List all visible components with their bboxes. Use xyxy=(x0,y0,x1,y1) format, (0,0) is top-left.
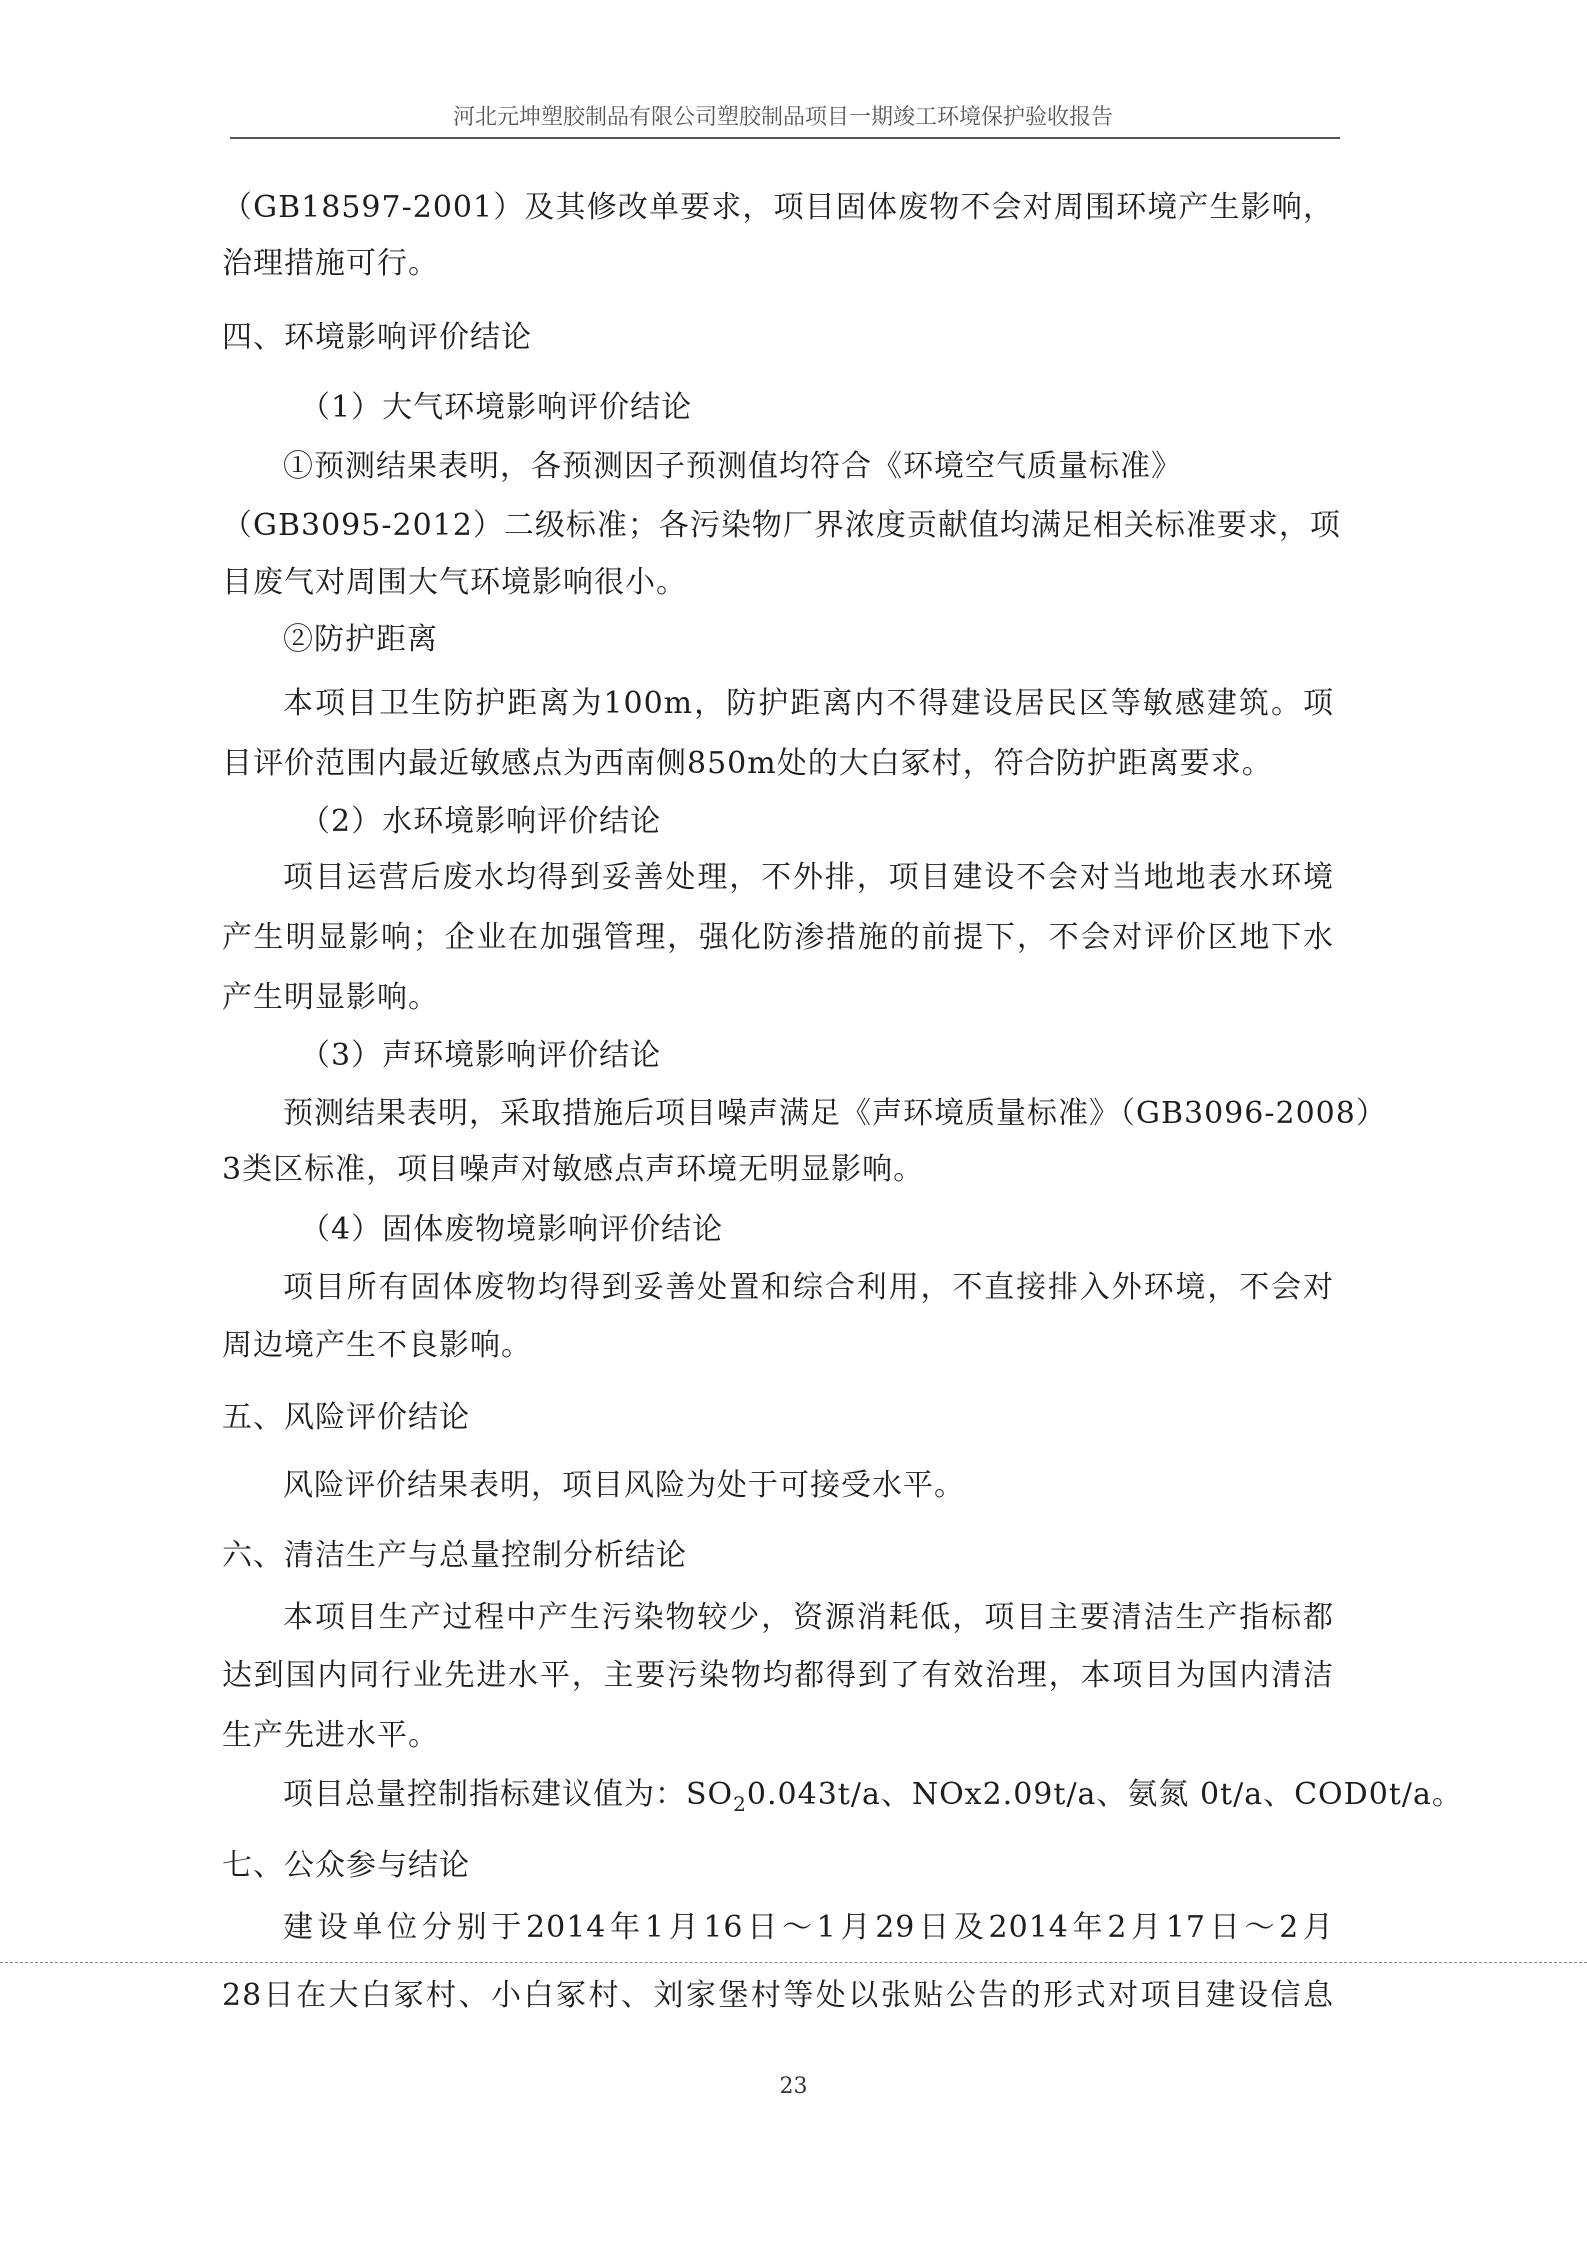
total-control-subscript: 2 xyxy=(733,1792,747,1816)
body-line: 生产先进水平。 xyxy=(222,1718,439,1753)
total-control-line xyxy=(283,1775,1463,1815)
subsection-heading: （3）声环境影响评价结论 xyxy=(300,1038,662,1073)
header-divider xyxy=(230,137,1340,139)
body-line: 目废气对周围大气环境影响很小。 xyxy=(222,565,687,600)
subsection-heading: ②防护距离 xyxy=(283,622,438,657)
body-line: 预测结果表明，采取措施后项目噪声满足《声环境质量标准》（GB3096-2008） xyxy=(283,1096,1387,1131)
section-heading: 六、清洁生产与总量控制分析结论 xyxy=(222,1538,687,1573)
body-line: ①预测结果表明，各预测因子预测值均符合《环境空气质量标准》 xyxy=(283,449,1182,484)
page-number: 23 xyxy=(779,2074,808,2099)
body-line: 本项目卫生防护距离为100m，防护距离内不得建设居民区等敏感建筑。项 xyxy=(283,686,1334,721)
body-line: 产生明显影响。 xyxy=(222,980,439,1015)
body-line: 治理措施可行。 xyxy=(222,246,439,281)
scan-divider xyxy=(0,1962,1587,1963)
total-control-prefix: 项目总量控制指标建议值为：SO xyxy=(283,1777,734,1812)
body-line: （GB18597-2001）及其修改单要求，项目固体废物不会对周围环境产生影响， xyxy=(222,190,1334,225)
body-line: 建设单位分别于2014年1月16日～1月29日及2014年2月17日～2月 xyxy=(283,1910,1334,1945)
body-line: （GB3095-2012）二级标准；各污染物厂界浓度贡献值均满足相关标准要求，项 xyxy=(222,508,1341,543)
body-line: 风险评价结果表明，项目风险为处于可接受水平。 xyxy=(283,1468,965,1503)
body-line: 3类区标准，项目噪声对敏感点声环境无明显影响。 xyxy=(222,1152,925,1187)
section-heading: 七、公众参与结论 xyxy=(222,1848,470,1883)
body-line: 周边境产生不良影响。 xyxy=(222,1328,532,1363)
body-line: 本项目生产过程中产生污染物较少，资源消耗低，项目主要清洁生产指标都 xyxy=(283,1600,1334,1635)
section-heading: 四、环境影响评价结论 xyxy=(222,320,532,355)
subsection-heading: （1）大气环境影响评价结论 xyxy=(300,390,693,425)
body-line: 项目所有固体废物均得到妥善处置和综合利用，不直接排入外环境，不会对 xyxy=(283,1270,1334,1305)
body-line: 28日在大白冢村、小白冢村、刘家堡村等处以张贴公告的形式对项目建设信息 xyxy=(222,1978,1334,2013)
section-heading: 五、风险评价结论 xyxy=(222,1400,470,1435)
body-line: 项目运营后废水均得到妥善处理，不外排，项目建设不会对当地地表水环境 xyxy=(283,860,1334,895)
body-line: 达到国内同行业先进水平，主要污染物均都得到了有效治理，本项目为国内清洁 xyxy=(222,1658,1334,1693)
body-line: 目评价范围内最近敏感点为西南侧850m处的大白冢村，符合防护距离要求。 xyxy=(222,746,1273,781)
total-control-suffix: 0.043t/a、NOx2.09t/a、氨氮 0t/a、COD0t/a。 xyxy=(746,1777,1463,1812)
running-header: 河北元坤塑胶制品有限公司塑胶制品项目一期竣工环境保护验收报告 xyxy=(452,105,1113,130)
subsection-heading: （4）固体废物境影响评价结论 xyxy=(300,1212,724,1247)
body-line: 产生明显影响；企业在加强管理，强化防渗措施的前提下，不会对评价区地下水 xyxy=(222,920,1334,955)
subsection-heading: （2）水环境影响评价结论 xyxy=(300,804,662,839)
